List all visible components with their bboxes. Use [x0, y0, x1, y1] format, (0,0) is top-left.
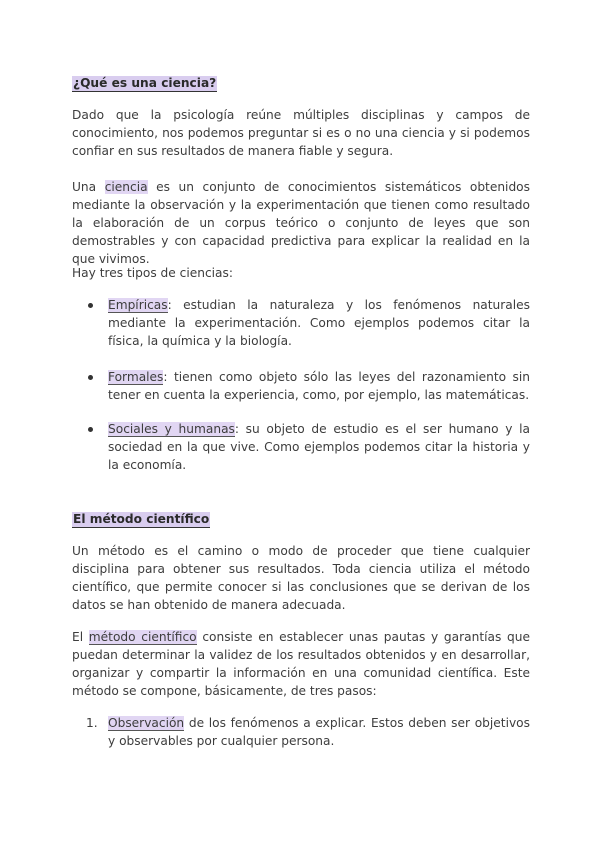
- list-item: [108, 368, 530, 404]
- paragraph: [72, 264, 530, 282]
- text-span: es un conjunto de conocimientos sistemáticos obtenidos mediante la observación y la experimentación que tienen como resultado la elaboración de un corpus teórico o conjunto de leyes que son demostrables y con capacidad predictiva para explicar la realidad en la que vivimos.: [72, 180, 530, 266]
- list-item-text: [108, 296, 530, 350]
- text-span: : su objeto de estudio es el ser humano y la sociedad en la que vive. Como ejemplos podemos citar la historia y la economía.: [108, 422, 530, 472]
- text-span: consiste en establecer unas pautas y garantías que puedan determinar la validez de los resultados obtenidos y en desarrollar, organizar y compartir la información en una comunidad científica. Este método se compone, básicamente, de tres pasos:: [72, 630, 530, 698]
- highlighted-term: Sociales y humanas: [108, 422, 235, 436]
- list-item-text: [108, 368, 530, 404]
- highlighted-term: Observación: [108, 716, 185, 730]
- text-span: Una: [72, 180, 105, 194]
- list-item: [108, 296, 530, 350]
- text-span: El: [72, 630, 89, 644]
- list-item: [108, 714, 530, 750]
- paragraph-text: [72, 178, 530, 268]
- bullet-icon: [88, 375, 93, 380]
- heading-que-es-ciencia: ¿Qué es una ciencia?: [73, 76, 217, 90]
- paragraph: [72, 628, 530, 700]
- highlighted-term: Formales: [108, 370, 164, 384]
- heading-metodo-cientifico: El método científico: [73, 512, 210, 526]
- list-item-text: [108, 714, 530, 750]
- paragraph-text: [72, 628, 530, 700]
- paragraph: [72, 106, 530, 160]
- text-span: : estudian la naturaleza y los fenómenos naturales mediante la experimentación. Como ejemplos podemos citar la física, la química y la biología.: [108, 298, 530, 348]
- paragraph-text: Un método es el camino o modo de proceder que tiene cualquier disciplina para obtener sus resultados. Toda ciencia utiliza el método científico, que permite conocer si las conclusiones que se derivan de los datos se han obtenido de manera adecuada.: [72, 544, 530, 612]
- text-span: : tienen como objeto sólo las leyes del razonamiento sin tener en cuenta la experiencia, como, por ejemplo, las matemáticas.: [108, 370, 530, 402]
- bullet-icon: [88, 427, 93, 432]
- paragraph-text: Dado que la psicología reúne múltiples disciplinas y campos de conocimiento, nos podemos preguntar si es o no una ciencia y si podemos confiar en sus resultados de manera fiable y segura.: [72, 108, 530, 158]
- text-span: de los fenómenos a explicar. Estos deben ser objetivos y observables por cualquier persona.: [108, 716, 530, 748]
- paragraph: [72, 542, 530, 614]
- section-heading-ciencia: [72, 72, 530, 92]
- step-number: 1.: [86, 716, 98, 730]
- bullet-icon: [88, 303, 93, 308]
- highlighted-term: método científico: [88, 630, 197, 644]
- list-item-text: [108, 420, 530, 474]
- paragraph: [72, 178, 530, 268]
- highlighted-term: Empíricas: [108, 298, 168, 312]
- list-item: [108, 420, 530, 474]
- highlighted-term: ciencia: [104, 180, 148, 194]
- paragraph-text: Hay tres tipos de ciencias:: [72, 266, 233, 280]
- section-heading-metodo: [72, 508, 530, 528]
